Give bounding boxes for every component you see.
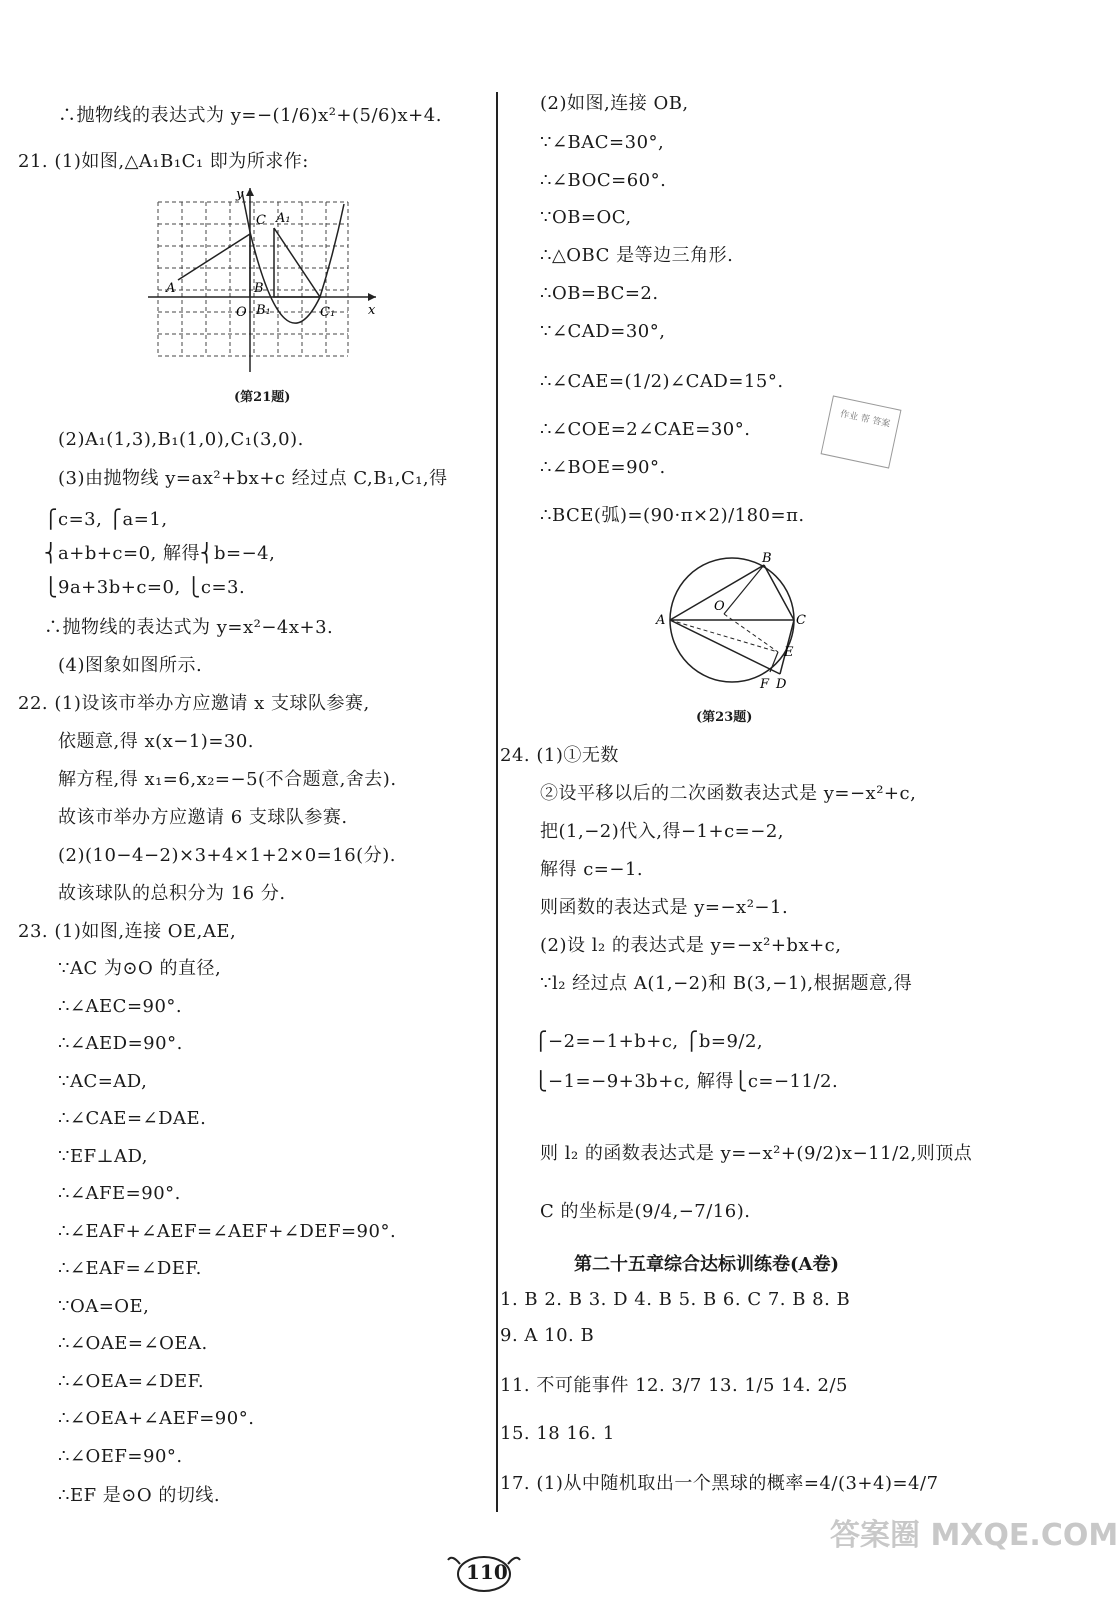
text-line: ②设平移以后的二次函数表达式是 y=−x²+c,: [540, 783, 917, 804]
point-label-e: E: [784, 645, 794, 660]
point-label-c: C: [796, 613, 806, 628]
text-line: ∴抛物线的表达式为 y=−(1/6)x²+(5/6)x+4.: [58, 105, 442, 126]
text-line: (2)如图,连接 OB,: [540, 93, 689, 114]
page-number: 110: [466, 1560, 508, 1584]
center-label-o: O: [714, 599, 725, 614]
text-line: ∴抛物线的表达式为 y=x²−4x+3.: [44, 617, 334, 638]
text-line: ∴∠BOE=90°.: [540, 457, 666, 478]
stamp-image: 作业 帮 答案: [821, 395, 902, 468]
equation-system-line: ⎩9a+3b+c=0, ⎩c=3.: [44, 577, 246, 598]
text-line: ∴EF 是⊙O 的切线.: [58, 1485, 221, 1506]
question-22: 22. (1)设该市举办方应邀请 x 支球队参赛,: [18, 693, 370, 714]
text-line: ∴△OBC 是等边三角形.: [540, 245, 734, 266]
origin-label: O: [236, 305, 247, 320]
figure-23-caption: (第23题): [696, 710, 753, 725]
text-line: 故该球队的总积分为 16 分.: [58, 883, 286, 904]
text-line: 解得 c=−1.: [540, 859, 644, 880]
text-line: ∵∠CAD=30°,: [540, 321, 666, 342]
text-line: ∴∠AED=90°.: [58, 1033, 183, 1054]
text-line: ∴∠CAE=∠DAE.: [58, 1108, 207, 1129]
text-line: 故该市举办方应邀请 6 支球队参赛.: [58, 807, 348, 828]
column-divider: [496, 92, 498, 1512]
axis-label-y: y: [236, 187, 244, 202]
text-line: ∴∠AFE=90°.: [58, 1183, 181, 1204]
answer-line: 1. B 2. B 3. D 4. B 5. B 6. C 7. B 8. B: [500, 1289, 851, 1310]
text-line: (4)图象如图所示.: [58, 655, 203, 676]
answer-line: 15. 18 16. 1: [500, 1423, 615, 1444]
equation-system-line: ⎩−1=−9+3b+c, 解得⎩c=−11/2.: [534, 1071, 839, 1092]
figure-21-caption: (第21题): [234, 390, 291, 405]
text-line: ∵OA=OE,: [58, 1296, 150, 1317]
equation-system-line: ⎨a+b+c=0, 解得⎨b=−4,: [44, 543, 276, 564]
text-line: 依题意,得 x(x−1)=30.: [58, 731, 255, 752]
text-line: ∵EF⊥AD,: [58, 1146, 149, 1167]
point-label-b1: B₁: [256, 303, 271, 318]
text-line: ∴∠OEA=∠DEF.: [58, 1371, 205, 1392]
text-line: (2)A₁(1,3),B₁(1,0),C₁(3,0).: [58, 429, 304, 450]
text-line: ∵∠BAC=30°,: [540, 132, 665, 153]
point-label-a1: A₁: [276, 211, 291, 226]
question-24: 24. (1)①无数: [500, 745, 619, 766]
text-line: ∵l₂ 经过点 A(1,−2)和 B(3,−1),根据题意,得: [540, 973, 913, 994]
point-label-f: F: [760, 677, 770, 692]
text-line: C 的坐标是(9/4,−7/16).: [540, 1201, 751, 1222]
question-21: 21. (1)如图,△A₁B₁C₁ 即为所求作:: [18, 151, 309, 172]
text-line: ∵AC=AD,: [58, 1071, 148, 1092]
question-23: 23. (1)如图,连接 OE,AE,: [18, 921, 237, 942]
equation-system-line: ⎧c=3, ⎧a=1,: [44, 509, 168, 530]
text-line: (2)设 l₂ 的表达式是 y=−x²+bx+c,: [540, 935, 842, 956]
text-line: ∴∠COE=2∠CAE=30°.: [540, 419, 751, 440]
text-line: ∵AC 为⊙O 的直径,: [58, 958, 222, 979]
text-line: 把(1,−2)代入,得−1+c=−2,: [540, 821, 785, 842]
equation-system-line: ⎧−2=−1+b+c, ⎧b=9/2,: [534, 1031, 764, 1052]
page-number-badge: [444, 1548, 524, 1596]
text-line: ∴∠OAE=∠OEA.: [58, 1333, 208, 1354]
text-line: (2)(10−4−2)×3+4×1+2×0=16(分).: [58, 845, 396, 866]
point-label-b: B: [762, 551, 772, 566]
point-label-d: D: [776, 677, 787, 692]
point-label-a: A: [656, 613, 666, 628]
watermark-logo: 答案圈 MXQE.COM: [830, 1518, 1118, 1553]
text-line: ∴∠EAF=∠DEF.: [58, 1258, 202, 1279]
text-line: 解方程,得 x₁=6,x₂=−5(不合题意,舍去).: [58, 769, 397, 790]
section-title: 第二十五章综合达标训练卷(A卷): [574, 1254, 839, 1275]
text-line: 则 l₂ 的函数表达式是 y=−x²+(9/2)x−11/2,则顶点: [540, 1143, 973, 1164]
figure-23-circle: [654, 548, 814, 696]
text-line: (3)由抛物线 y=ax²+bx+c 经过点 C,B₁,C₁,得: [58, 468, 448, 489]
text-line: ∴OB=BC=2.: [540, 283, 659, 304]
point-label-c: C: [256, 213, 266, 228]
text-line: 则函数的表达式是 y=−x²−1.: [540, 897, 789, 918]
answer-line: 17. (1)从中随机取出一个黑球的概率=4/(3+4)=4/7: [500, 1473, 939, 1494]
point-label-c1: C₁: [320, 305, 336, 320]
answer-line: 11. 不可能事件 12. 3/7 13. 1/5 14. 2/5: [500, 1375, 848, 1396]
text-line: ∴∠EAF+∠AEF=∠AEF+∠DEF=90°.: [58, 1221, 397, 1242]
answer-line: 9. A 10. B: [500, 1325, 595, 1346]
axis-label-x: x: [368, 303, 376, 318]
text-line: ∴∠BOC=60°.: [540, 170, 667, 191]
text-line: ∵OB=OC,: [540, 207, 632, 228]
text-line: ∴BCE(弧)=(90·π×2)/180=π.: [540, 505, 805, 526]
text-line: ∴∠CAE=(1/2)∠CAD=15°.: [540, 371, 784, 392]
figure-21-graph: [148, 182, 388, 378]
text-line: ∴∠AEC=90°.: [58, 996, 183, 1017]
text-line: ∴∠OEA+∠AEF=90°.: [58, 1408, 255, 1429]
point-label-a: A: [166, 281, 176, 296]
point-label-b: B: [254, 281, 264, 296]
text-line: ∴∠OEF=90°.: [58, 1446, 183, 1467]
